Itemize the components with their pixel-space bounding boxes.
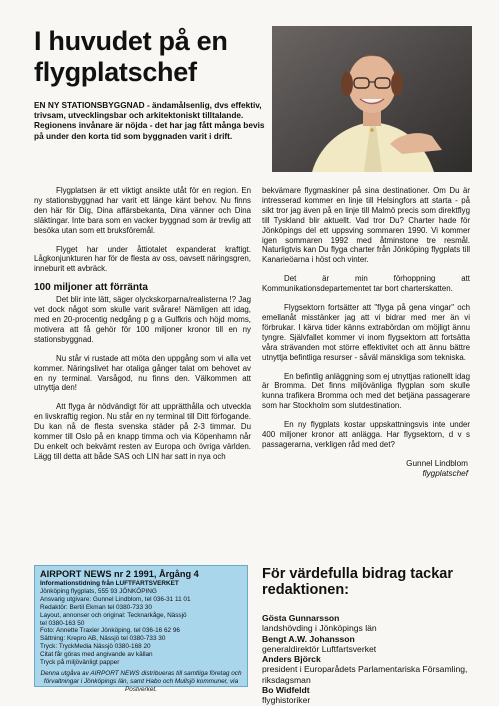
body-paragraph: bekvämare flygmaskiner på sina destinationer. Om Du är intresserad kommer en linje till Helsingfors att starta - på sikt tror jag även på en linje till Malmö precis som direktflyg till Tyskland blir aktuellt. Vad tror Du? Charter hade för Jönköpings del ett uppsving sommaren 1990. Vi kommer igen sommaren 1992 med åtminstone tre resmål. Naturligtvis kan Du flyga charter från Jönköping flygplats till Kanarieöarna i höst och vinter. xyxy=(262,186,470,265)
contributor-list xyxy=(262,613,472,706)
body-paragraph: En ny flygplats kostar uppskattningsvis inte under 400 miljoner kronor att anlägga. Har flygsektorn, d v s passagerarna, verkligen råd med det? xyxy=(262,420,470,449)
masthead-line: Sättning: Krepro AB, Nässjö tel 0380-733 30 xyxy=(40,635,166,643)
distribution-note: Denna utgåva av AIRPORT NEWS distribueras till samtliga företag och förvaltningar i Jönköpings län, samt Habo och Mullsjö kommuner, via Postverket. xyxy=(40,669,242,693)
masthead-line: Tryck på miljövänligt papper xyxy=(40,659,120,667)
contributor-role: president i Europarådets Parlamentariska Församling, riksdagsman xyxy=(262,664,468,685)
body-paragraph: Det är min förhoppning att Kommunikationsdepartementet tar bort charterskatten. xyxy=(262,274,470,294)
lead-paragraph xyxy=(34,100,270,141)
masthead-line: tel 0380-163 50 xyxy=(40,619,85,627)
thanks-heading: För värdefulla bidrag tackar redaktionen: xyxy=(262,566,453,598)
masthead-title: AIRPORT NEWS nr 2 1991, Årgång 4 xyxy=(40,569,199,579)
contributor-name: Bengt A.W. Johansson xyxy=(262,633,355,644)
masthead-subtitle: Informationstidning från LUFTFARTSVERKET xyxy=(40,580,179,587)
body-paragraph: Det blir inte lätt, säger olyckskorparna/realisterna !? Jag vet dock något som skulle varit svårare! Nämligen att idag, med en 20-procentig nedgång p g a Gulfkris och höjd moms, motivera att få gehör för 100 miljoner kronor till en ny stationsbyggnad. xyxy=(34,295,251,344)
signature-title: flygplatschef xyxy=(422,468,468,478)
body-paragraph: Flygplatsen är ett viktigt ansikte utåt för en region. En ny stationsbyggnad har varit ett länge känt behov. Nu finns den här för Dig, Dina affärsbekanta, Dina vänner och Dina släktingar. Inte bara som en vacker byggnad som är trevlig att besöka utan som ett bruksföremål. xyxy=(34,186,251,235)
body-paragraph: En befintlig anläggning som ej utnyttjas rationellt idag är Bromma. Det finns miljövänliga flygplan som skulle kunna trafikera Bromma och med det betjäna passagerare som har Stockholm som slutdestination. xyxy=(262,371,470,411)
contributor-name: Bo Widfeldt xyxy=(262,685,310,696)
masthead-line: Tryck: TryckMedia Nässjö 0380-168 20 xyxy=(40,643,151,651)
headline: I huvudet på en flygplatschef xyxy=(34,26,228,87)
contributor-role: landshövding i Jönköpings län xyxy=(262,623,377,634)
masthead-line: Citat får göras med angivande av källan xyxy=(40,651,153,659)
article-column-left xyxy=(34,186,251,471)
section-subheading: 100 miljoner att förränta xyxy=(34,282,148,294)
signature xyxy=(262,459,470,479)
body-paragraph: Att flyga är nödvändigt för att upprätthålla och utveckla en livskraftig region. Nu står en ny terminal till Ditt förfogande. Du kan nå de flesta svenska städer på 2-3 timmar. Du kommer till Oslo på en knapp timma och via Köpenhamn når Du enkelt och bekvämt resten av Europa och övriga världen. Lägg till detta att både SAS och LIN har satt in nya och xyxy=(34,402,251,461)
masthead-line: Ansvarig utgivare: Gunnel Lindblom, tel 036-31 11 01 xyxy=(40,595,191,603)
body-paragraph: Flygsektorn fortsätter att "flyga på gena vingar" och emellanåt misstänker jag att vi bidrar med mer än vi förbrukar. I kärva tider känns extrabördan om möjligt ännu tyngre. Självfallet kommer vi inom flygsektorn att fortsätta våra strävanden mot större effektivitet och att ännu bättre utnyttja befintliga resurser - såväl mänskliga som tekniska. xyxy=(262,303,470,362)
contributor-role: flyghistoriker xyxy=(262,695,311,706)
masthead-line: Layout, annonser och original: Tecknarkåge, Nässjö xyxy=(40,611,187,619)
masthead-line: Redaktör: Bertil Ekman tel 0380-733 30 xyxy=(40,603,152,611)
body-paragraph: Flyget har under åttiotalet expanderat kraftigt. Lågkonjunkturen har för de flesta av oss, oavsett näringsgren, inneburit ett avbräck. xyxy=(34,244,251,274)
masthead-line: Jönköping flygplats, 555 93 JÖNKÖPING xyxy=(40,587,157,595)
signature-name: Gunnel Lindblom xyxy=(406,458,468,468)
contributor-role: generaldirektör Luftfartsverket xyxy=(262,643,377,654)
portrait-photo xyxy=(272,26,472,172)
masthead-info-box xyxy=(34,565,248,693)
thanks-section xyxy=(262,566,472,706)
portrait-illustration xyxy=(272,26,472,172)
contributor-name: Anders Björck xyxy=(262,654,321,665)
lead-line-2: Regionens invånare är nöjda - det har jag fått många bevis på under den korta tid som byggnaden varit i drift. xyxy=(34,120,265,141)
article-column-right xyxy=(262,186,470,479)
contributor-name: Gösta Gunnarsson xyxy=(262,613,340,623)
body-paragraph: Nu står vi rustade att möta den uppgång som vi alla vet kommer. Näringslivet har otaliga gånger talat om behovet av en ny terminal. Varsågod, nu finns den. Välkommen att utnyttja den! xyxy=(34,353,251,393)
lead-line-1: EN NY STATIONSBYGGNAD - ändamålsenlig, dvs effektiv, trivsam, utvecklingsbar och arkitektoniskt tilltalande. xyxy=(34,100,262,121)
masthead-line: Foto: Annette Traxler Jönköping. tel 036-16 62 96 xyxy=(40,627,180,635)
